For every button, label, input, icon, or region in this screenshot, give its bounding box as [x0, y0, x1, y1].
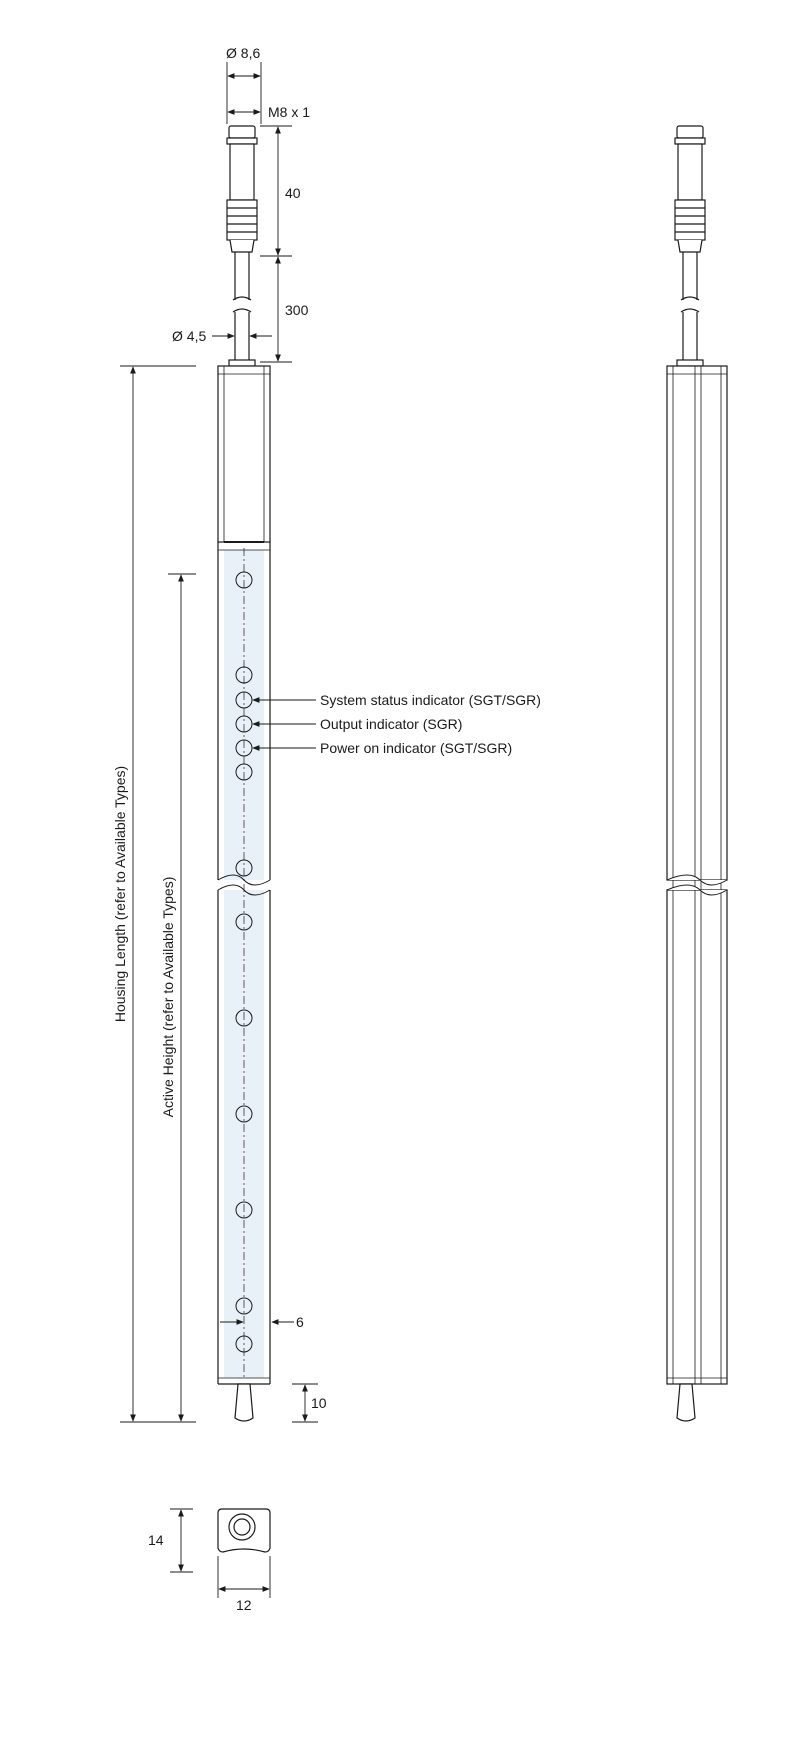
label-profile-height: 14 — [148, 1532, 164, 1548]
label-housing-length: Housing Length (refer to Available Types) — [112, 765, 128, 1023]
side-m8-connector — [675, 126, 705, 252]
side-view — [667, 126, 727, 1421]
side-cable — [677, 252, 703, 366]
label-connector-diameter: Ø 8,6 — [226, 45, 261, 61]
m8-connector — [227, 126, 257, 252]
dim-profile-width — [218, 1556, 270, 1598]
side-end-cap — [677, 1384, 695, 1421]
profile-outline — [218, 1509, 270, 1552]
dim-housing-length — [120, 366, 196, 1422]
label-cable-length: 300 — [285, 302, 309, 318]
end-cap — [235, 1384, 253, 1421]
label-output-indicator: Output indicator (SGR) — [320, 716, 463, 732]
housing — [218, 366, 270, 1384]
label-cable-diameter: Ø 4,5 — [172, 328, 207, 344]
label-profile-width: 12 — [236, 1597, 252, 1613]
front-view — [112, 45, 541, 1422]
label-thread: M8 x 1 — [268, 104, 311, 120]
side-housing — [667, 366, 727, 1384]
label-active-height: Active Height (refer to Available Types) — [160, 876, 176, 1118]
profile-view — [148, 1509, 270, 1613]
dim-profile-height — [170, 1509, 193, 1572]
label-lens-offset: 6 — [296, 1314, 304, 1330]
label-power-on-indicator: Power on indicator (SGT/SGR) — [320, 740, 513, 756]
label-connector-length: 40 — [285, 185, 301, 201]
dim-connector-diameter — [227, 62, 261, 124]
label-system-status-indicator: System status indicator (SGT/SGR) — [320, 692, 541, 708]
cable — [229, 252, 255, 366]
label-end-cap-length: 10 — [311, 1395, 327, 1411]
